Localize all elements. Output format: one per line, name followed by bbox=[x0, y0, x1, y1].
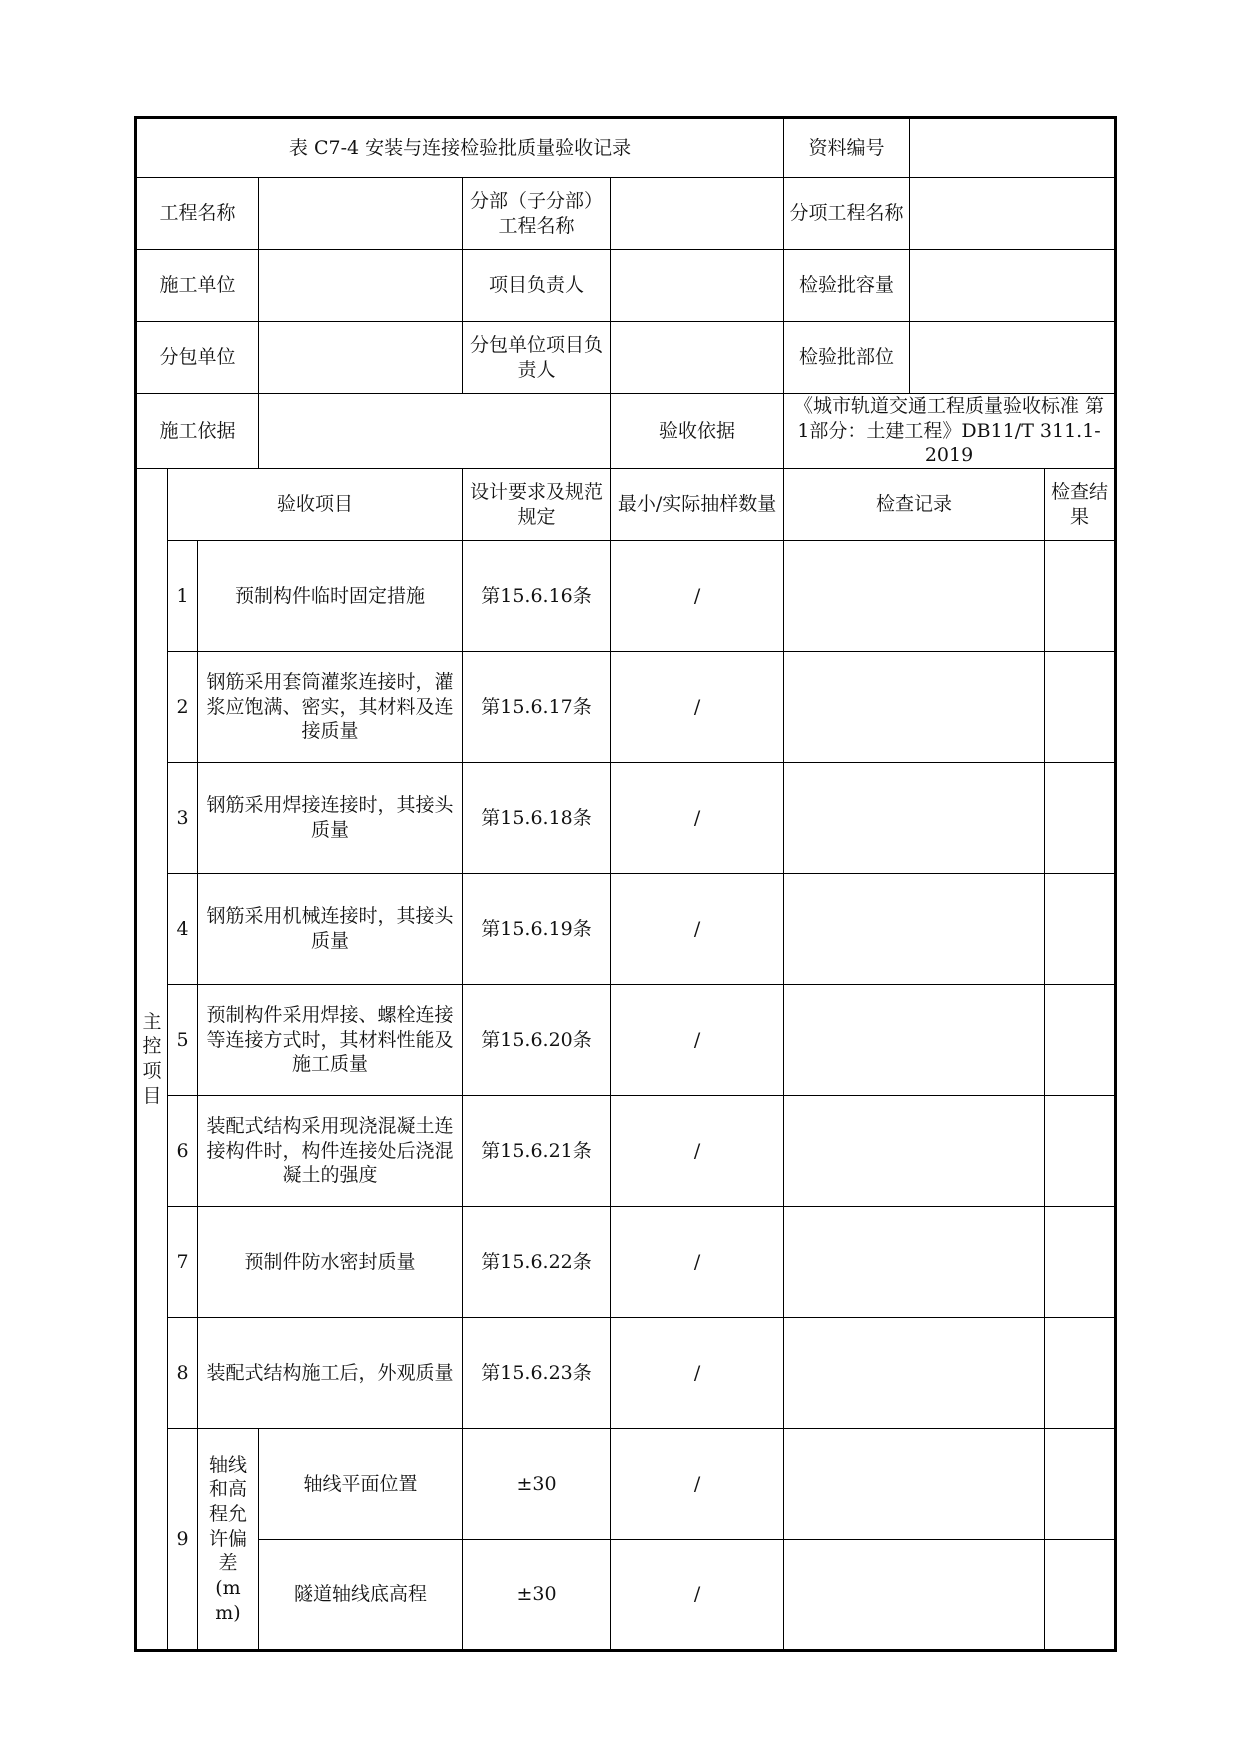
title-row bbox=[136, 118, 1116, 178]
row-item: 装配式结构施工后，外观质量 bbox=[198, 1318, 463, 1429]
row-record[interactable] bbox=[784, 1096, 1045, 1207]
table-row bbox=[136, 1096, 1116, 1207]
row-number: 8 bbox=[168, 1318, 198, 1429]
row-sample[interactable]: / bbox=[611, 985, 784, 1096]
row-result[interactable] bbox=[1045, 1207, 1116, 1318]
row-record[interactable] bbox=[784, 1207, 1045, 1318]
row-result[interactable] bbox=[1045, 652, 1116, 763]
subdivision-value[interactable] bbox=[611, 178, 784, 250]
info-row-contractor bbox=[136, 250, 1116, 322]
construction-basis-label: 施工依据 bbox=[136, 394, 259, 469]
column-record-header: 检查记录 bbox=[784, 469, 1045, 541]
row-number: 1 bbox=[168, 541, 198, 652]
doc-no-value[interactable] bbox=[910, 118, 1116, 178]
column-result-header: 检查结果 bbox=[1045, 469, 1116, 541]
row-result[interactable] bbox=[1045, 763, 1116, 874]
row-number: 5 bbox=[168, 985, 198, 1096]
form-title: 表 C7-4 安装与连接检验批质量验收记录 bbox=[136, 118, 784, 178]
column-sample-header: 最小/实际抽样数量 bbox=[611, 469, 784, 541]
row-item: 装配式结构采用现浇混凝土连接构件时，构件连接处后浇混凝土的强度 bbox=[198, 1096, 463, 1207]
row-result[interactable] bbox=[1045, 541, 1116, 652]
row-number: 6 bbox=[168, 1096, 198, 1207]
row-sample[interactable]: / bbox=[611, 1318, 784, 1429]
subcontractor-label: 分包单位 bbox=[136, 322, 259, 394]
row-number: 7 bbox=[168, 1207, 198, 1318]
subitem-value[interactable] bbox=[910, 178, 1116, 250]
row-clause: 第15.6.23条 bbox=[463, 1318, 611, 1429]
info-row-subcontractor bbox=[136, 322, 1116, 394]
column-item-header: 验收项目 bbox=[168, 469, 463, 541]
row-item: 钢筋采用套筒灌浆连接时，灌浆应饱满、密实，其材料及连接质量 bbox=[198, 652, 463, 763]
contractor-value[interactable] bbox=[259, 250, 463, 322]
table-row bbox=[136, 985, 1116, 1096]
row-clause: 第15.6.21条 bbox=[463, 1096, 611, 1207]
batch-location-value[interactable] bbox=[910, 322, 1116, 394]
subcontractor-value[interactable] bbox=[259, 322, 463, 394]
table-row bbox=[136, 1540, 1116, 1651]
manager-value[interactable] bbox=[611, 250, 784, 322]
row-sample[interactable]: / bbox=[611, 763, 784, 874]
row-number: 2 bbox=[168, 652, 198, 763]
row-clause: ±30 bbox=[463, 1540, 611, 1651]
row-item: 预制件防水密封质量 bbox=[198, 1207, 463, 1318]
row-result[interactable] bbox=[1045, 1318, 1116, 1429]
row-result[interactable] bbox=[1045, 985, 1116, 1096]
row-number: 9 bbox=[168, 1429, 198, 1651]
row-clause: 第15.6.20条 bbox=[463, 985, 611, 1096]
table-row bbox=[136, 1429, 1116, 1540]
row-clause: 第15.6.19条 bbox=[463, 874, 611, 985]
project-name-label: 工程名称 bbox=[136, 178, 259, 250]
acceptance-basis-label: 验收依据 bbox=[611, 394, 784, 469]
row-number: 3 bbox=[168, 763, 198, 874]
row-clause: 第15.6.18条 bbox=[463, 763, 611, 874]
project-name-value[interactable] bbox=[259, 178, 463, 250]
row-item: 预制构件采用焊接、螺栓连接等连接方式时，其材料性能及施工质量 bbox=[198, 985, 463, 1096]
column-design-header: 设计要求及规范规定 bbox=[463, 469, 611, 541]
main-control-label: 主控项目 bbox=[136, 469, 168, 1651]
row-result[interactable] bbox=[1045, 1096, 1116, 1207]
row-number: 4 bbox=[168, 874, 198, 985]
subitem-label: 分项工程名称 bbox=[784, 178, 910, 250]
table-row bbox=[136, 652, 1116, 763]
acceptance-record-form bbox=[134, 116, 1117, 1652]
row-record[interactable] bbox=[784, 985, 1045, 1096]
row-record[interactable] bbox=[784, 874, 1045, 985]
column-header-row bbox=[136, 469, 1116, 541]
table-row bbox=[136, 1207, 1116, 1318]
row-item: 轴线平面位置 bbox=[259, 1429, 463, 1540]
row-item: 钢筋采用焊接连接时，其接头质量 bbox=[198, 763, 463, 874]
row-item: 钢筋采用机械连接时，其接头质量 bbox=[198, 874, 463, 985]
table-row bbox=[136, 1318, 1116, 1429]
batch-capacity-value[interactable] bbox=[910, 250, 1116, 322]
row-clause: ±30 bbox=[463, 1429, 611, 1540]
table-row bbox=[136, 763, 1116, 874]
row-sample[interactable]: / bbox=[611, 1540, 784, 1651]
contractor-label: 施工单位 bbox=[136, 250, 259, 322]
row-sample[interactable]: / bbox=[611, 874, 784, 985]
manager-label: 项目负责人 bbox=[463, 250, 611, 322]
acceptance-basis-value: 《城市轨道交通工程质量验收标准 第1部分：土建工程》DB11/T 311.1-2019 bbox=[784, 394, 1116, 469]
row-clause: 第15.6.22条 bbox=[463, 1207, 611, 1318]
row-sample[interactable]: / bbox=[611, 652, 784, 763]
construction-basis-value[interactable] bbox=[259, 394, 611, 469]
row-sample[interactable]: / bbox=[611, 1429, 784, 1540]
row-clause: 第15.6.17条 bbox=[463, 652, 611, 763]
table-row bbox=[136, 874, 1116, 985]
row-clause: 第15.6.16条 bbox=[463, 541, 611, 652]
row-record[interactable] bbox=[784, 1429, 1045, 1540]
row-item: 隧道轴线底高程 bbox=[259, 1540, 463, 1651]
sub-manager-value[interactable] bbox=[611, 322, 784, 394]
row-record[interactable] bbox=[784, 1318, 1045, 1429]
info-row-project bbox=[136, 178, 1116, 250]
batch-capacity-label: 检验批容量 bbox=[784, 250, 910, 322]
row-result[interactable] bbox=[1045, 1540, 1116, 1651]
row-item: 预制构件临时固定措施 bbox=[198, 541, 463, 652]
row-result[interactable] bbox=[1045, 1429, 1116, 1540]
row-result[interactable] bbox=[1045, 874, 1116, 985]
row-sample[interactable]: / bbox=[611, 1207, 784, 1318]
row-record[interactable] bbox=[784, 763, 1045, 874]
row-record[interactable] bbox=[784, 1540, 1045, 1651]
row-record[interactable] bbox=[784, 541, 1045, 652]
sub-manager-label: 分包单位项目负责人 bbox=[463, 322, 611, 394]
subdivision-label: 分部（子分部）工程名称 bbox=[463, 178, 611, 250]
row-sample[interactable]: / bbox=[611, 1096, 784, 1207]
batch-location-label: 检验批部位 bbox=[784, 322, 910, 394]
row-record[interactable] bbox=[784, 652, 1045, 763]
info-row-basis bbox=[136, 394, 1116, 469]
row-sample[interactable]: / bbox=[611, 541, 784, 652]
table-row bbox=[136, 541, 1116, 652]
doc-no-label: 资料编号 bbox=[784, 118, 910, 178]
row9-group-label: 轴线和高程允许偏差(mm) bbox=[198, 1429, 259, 1651]
form-table bbox=[134, 116, 1117, 1652]
